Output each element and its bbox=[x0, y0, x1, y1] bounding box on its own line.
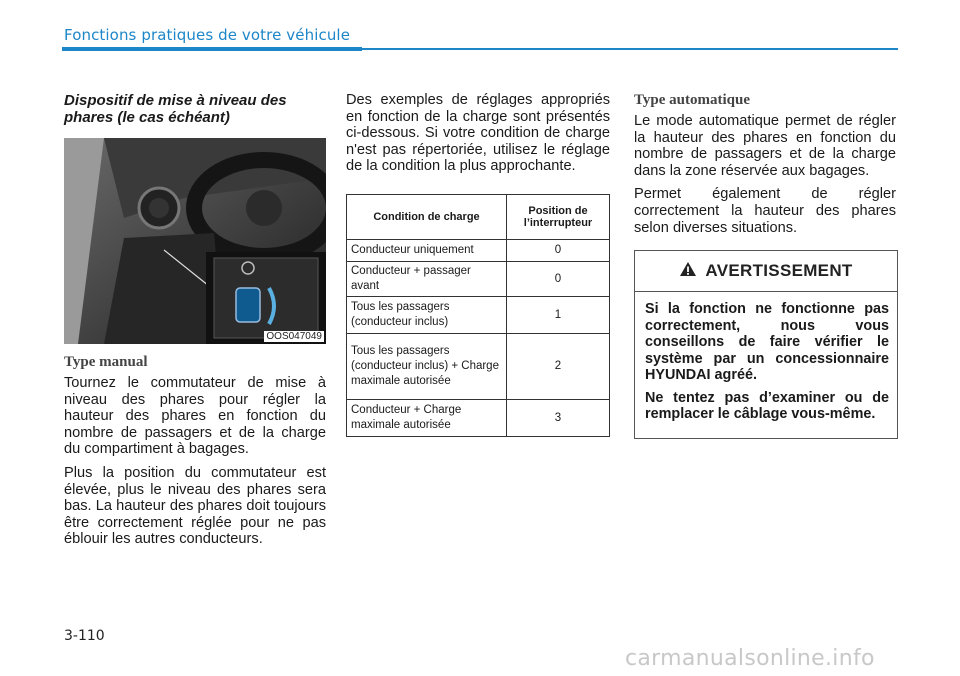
warning-triangle-icon bbox=[679, 261, 697, 282]
table-cell-position: 1 bbox=[507, 296, 610, 333]
header-switch-position: Position de l’interrupteur bbox=[507, 194, 610, 239]
dashboard-photo bbox=[64, 138, 326, 344]
page-number: 3-110 bbox=[64, 628, 105, 644]
load-intro-paragraph: Des exemples de réglages appropriés en fonction de la charge sont présentés ci-dessous. Si votre condition de charge n'est pas répertoriée, utilisez le réglage de la condition la plus approchante. bbox=[346, 92, 610, 175]
warning-paragraph-1: Si la fonction ne fonctionne pas correctement, nous vous conseillons de faire vérifier le système par un concessionnaire HYUNDAI agréé. bbox=[645, 301, 889, 384]
column-right bbox=[634, 92, 896, 439]
header-accent-bar bbox=[62, 47, 362, 51]
warning-paragraph-2: Ne tentez pas d’examiner ou de remplacer le câblage vous-même. bbox=[645, 389, 889, 423]
header-load-condition: Condition de charge bbox=[347, 194, 507, 239]
table-header-row bbox=[347, 194, 610, 239]
table-cell-position: 3 bbox=[507, 399, 610, 436]
watermark: carmanualsonline.info bbox=[625, 646, 875, 671]
table-cell-position: 0 bbox=[507, 239, 610, 261]
table-cell-condition: Tous les passagers (conducteur inclus) + Charge maximale autorisée bbox=[347, 333, 507, 399]
column-middle bbox=[346, 92, 610, 437]
manual-paragraph-2: Plus la position du commutateur est élevée, plus le niveau des phares sera bas. La hauteur des phares doit toujours être correctement réglée pour ne pas éblouir les autres conducteurs. bbox=[64, 464, 326, 548]
table-cell-position: 0 bbox=[507, 261, 610, 296]
auto-paragraph-1: Le mode automatique permet de régler la hauteur des phares en fonction du nombre de passagers et de la charge dans la zone réservée aux bagages. bbox=[634, 113, 896, 179]
table-row bbox=[347, 333, 610, 399]
table-row bbox=[347, 239, 610, 261]
section-header-title: Fonctions pratiques de votre véhicule bbox=[64, 26, 351, 44]
warning-header bbox=[635, 251, 897, 292]
table-row bbox=[347, 261, 610, 296]
table-cell-condition: Conducteur uniquement bbox=[347, 239, 507, 261]
auto-type-heading: Type automatique bbox=[634, 92, 750, 108]
table-cell-condition: Tous les passagers (conducteur inclus) bbox=[347, 296, 507, 333]
auto-paragraph-2: Permet également de régler correctement la hauteur des phares selon diverses situations. bbox=[634, 186, 896, 236]
photo-reference-code: OOS047049 bbox=[266, 331, 322, 342]
manual-paragraph-1: Tournez le commutateur de mise à niveau des phares pour régler la hauteur des phares en fonction du nombre de passagers et de la charge du compartiment à bagages. bbox=[64, 375, 326, 458]
table-cell-position: 2 bbox=[507, 333, 610, 399]
load-condition-table bbox=[346, 194, 610, 437]
table-row bbox=[347, 399, 610, 436]
column-left bbox=[64, 92, 326, 555]
header-rule bbox=[362, 48, 898, 50]
manual-type-heading: Type manual bbox=[64, 354, 148, 370]
table-cell-condition: Conducteur + Charge maximale autorisée bbox=[347, 399, 507, 436]
section-title: Dispositif de mise à niveau des phares (le cas échéant) bbox=[64, 92, 287, 126]
table-row bbox=[347, 296, 610, 333]
warning-box bbox=[634, 250, 898, 439]
dashboard-illustration bbox=[64, 138, 326, 344]
table-cell-condition: Conducteur + passager avant bbox=[347, 261, 507, 296]
warning-title: AVERTISSEMENT bbox=[705, 261, 853, 281]
